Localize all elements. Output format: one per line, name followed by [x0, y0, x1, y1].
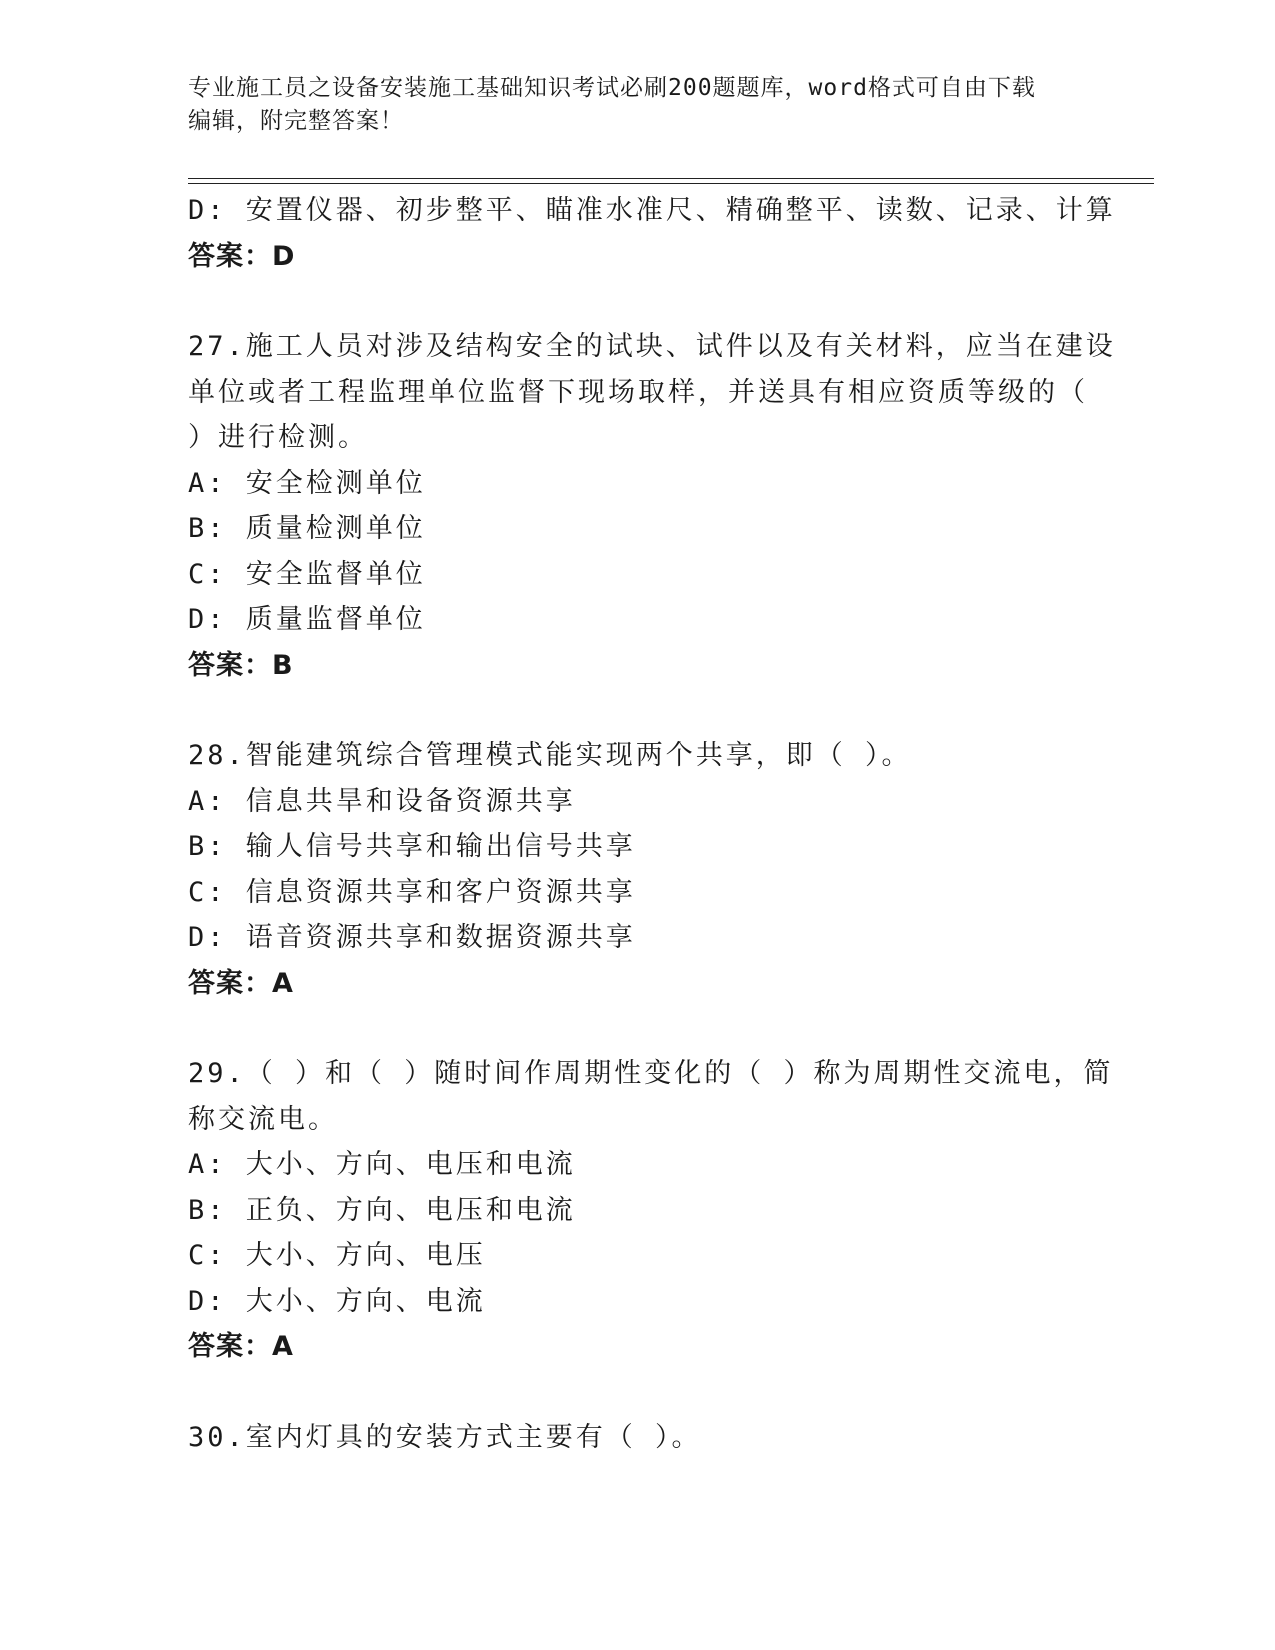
- option-a: A: 安全检测单位: [188, 467, 426, 499]
- option-d: D: 安置仪器、初步整平、瞄准水准尺、精确整平、读数、记录、计算: [188, 195, 1116, 226]
- question-text-line: 29.（ ）和（ ）随时间作周期性变化的（ ）称为周期性交流电，简: [188, 1058, 1114, 1089]
- option-b: B: 输人信号共享和输出信号共享: [188, 831, 636, 862]
- question-27: [188, 324, 1116, 688]
- question-text-line: 28.智能建筑综合管理模式能实现两个共享，即（ ）。: [188, 740, 912, 771]
- question-gap: [188, 688, 1088, 733]
- question-gap: [188, 279, 1088, 324]
- header-rule-bottom: [188, 183, 1154, 184]
- answer-line: 答案：A: [188, 967, 294, 999]
- option-b: B: 正负、方向、电压和电流: [188, 1194, 576, 1226]
- question-text-line: 27.施工人员对涉及结构安全的试块、试件以及有关材料，应当在建设: [188, 331, 1116, 362]
- answer-line: 答案：D: [188, 240, 296, 272]
- question-gap: [188, 1006, 1088, 1051]
- question-text-line: ）进行检测。: [188, 422, 368, 453]
- answer-line: 答案：A: [188, 1331, 294, 1362]
- document-body: [188, 188, 1116, 1460]
- option-c: C: 安全监督单位: [188, 558, 426, 590]
- option-d: D: 语音资源共享和数据资源共享: [188, 922, 636, 953]
- question-text-line: 称交流电。: [188, 1103, 338, 1135]
- header-line-1: 专业施工员之设备安装施工基础知识考试必刷200题题库，word格式可自由下载: [188, 75, 1036, 101]
- document-header: [188, 72, 1088, 138]
- option-d: D: 质量监督单位: [188, 604, 426, 635]
- question-30: [188, 1415, 1088, 1461]
- option-b: B: 质量检测单位: [188, 513, 426, 544]
- question-29: [188, 1051, 1114, 1370]
- option-a: A: 大小、方向、电压和电流: [188, 1149, 576, 1180]
- header-line-2: 编辑，附完整答案！: [188, 108, 404, 134]
- question-28: [188, 733, 1088, 1006]
- option-c: C: 信息资源共享和客户资源共享: [188, 876, 636, 908]
- question-gap: [188, 1370, 1088, 1415]
- answer-line: 答案：B: [188, 649, 294, 681]
- question-text-line: 30.室内灯具的安装方式主要有（ ）。: [188, 1421, 702, 1453]
- header-rule-top: [188, 178, 1154, 179]
- option-a: A: 信息共旱和设备资源共享: [188, 785, 576, 817]
- option-c: C: 大小、方向、电压: [188, 1240, 486, 1271]
- question-text-line: 单位或者工程监理单位监督下现场取样，并送具有相应资质等级的（: [188, 376, 1088, 408]
- question-26-fragment: [188, 188, 1116, 279]
- option-d: D: 大小、方向、电流: [188, 1285, 486, 1317]
